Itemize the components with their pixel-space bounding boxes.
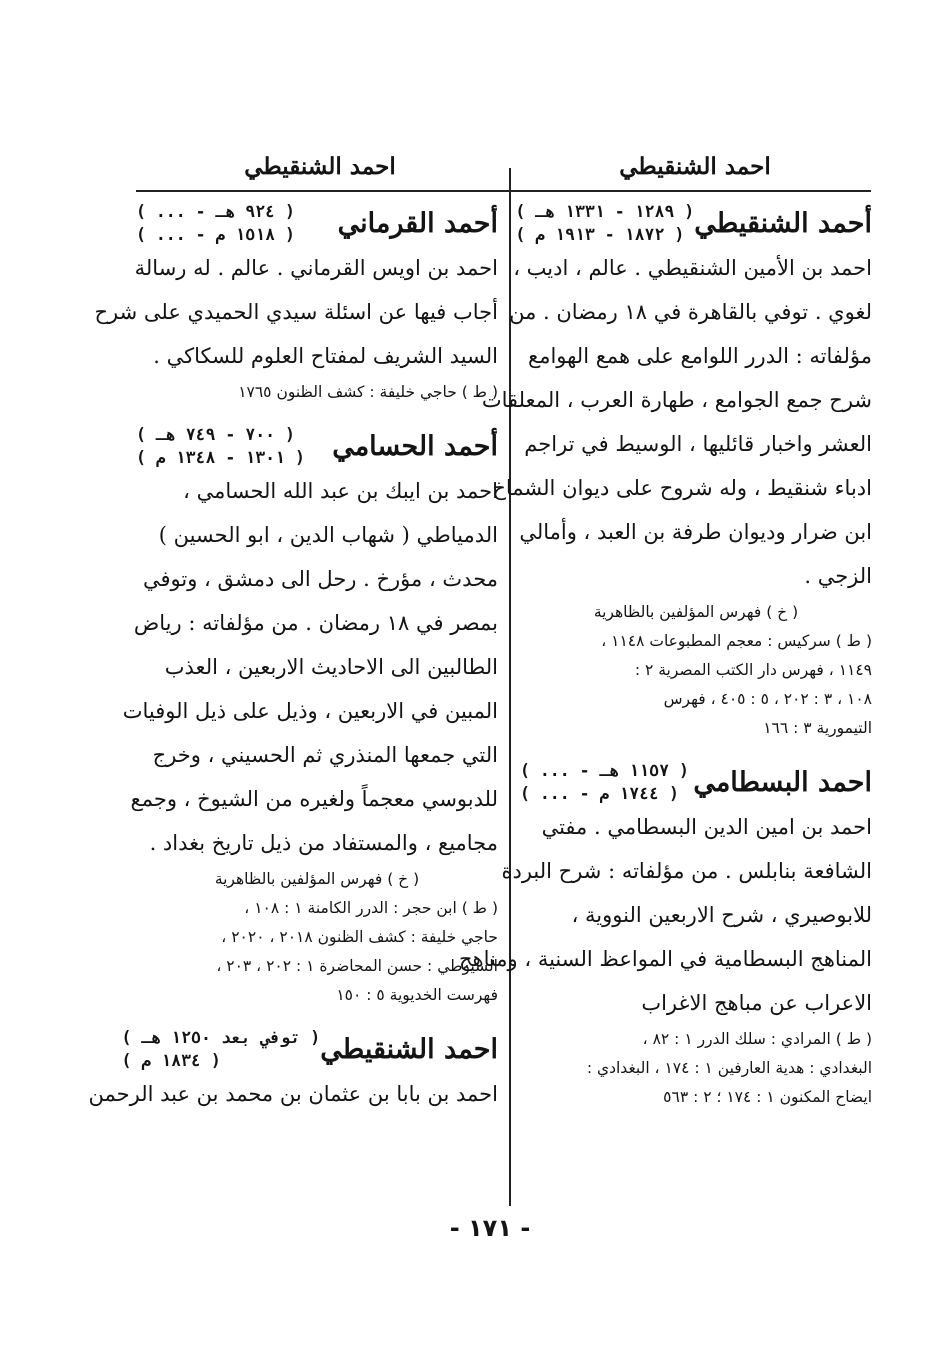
gregorian-date: ( ١٨٣٤ م ): [121, 1051, 221, 1070]
header-rule: [136, 190, 871, 192]
reference-line: ( ط ) حاجي خليفة : كشف الظنون ١٧٦٥: [238, 383, 498, 401]
entry-heading: [121, 1026, 498, 1072]
entry-name: احمد البسطامي: [693, 766, 872, 798]
entry-text-line: ابن ضرار وديوان طرفة بن العبد ، وأمالي: [519, 520, 872, 544]
biography-entry: [458, 759, 872, 1112]
entry-name: أحمد الشنقيطي: [694, 207, 872, 239]
entry-text-line: للدبوسي معجماً ولغيره من الشيوخ ، وجمع: [130, 787, 498, 811]
entry-text-line: المبين في الاربعين ، وذيل على ذيل الوفيات: [122, 699, 498, 723]
entry-dates: [121, 1026, 320, 1072]
entry-dates: [136, 423, 305, 469]
reference-line: ايضاح المكنون ١ : ١٧٤ ؛ ٢ : ٥٦٣: [663, 1088, 872, 1106]
biography-entry: [481, 200, 872, 743]
entry-name: أحمد القرماني: [337, 207, 498, 239]
entry-text-line: لغوي . توفي بالقاهرة في ١٨ رمضان . من: [509, 300, 872, 324]
entry-text-line: الاعراب عن مباهج الاغراب: [641, 991, 872, 1015]
page-number: - ١٧١ -: [449, 1214, 531, 1242]
hijri-date: ( توفي بعد ١٢٥٠ هـ ): [121, 1028, 321, 1047]
entry-text-line: الدمياطي ( شهاب الدين ، ابو الحسين ): [158, 523, 498, 547]
entry-text-line: المناهج البسطامية في المواعظ السنية ، ومناهج: [458, 947, 872, 971]
hijri-date: ( ... - ٩٢٤ هـ ): [136, 202, 295, 221]
entry-text-line: احمد بن بابا بن عثمان بن محمد بن عبد الرحمن: [88, 1082, 498, 1106]
biography-entry: [122, 423, 498, 1010]
reference-line: ١١٤٩ ، فهرس دار الكتب المصرية ٢ :: [634, 661, 872, 679]
entry-text-line: مؤلفاته : الدرر اللوامع على همع الهوامع: [528, 344, 872, 368]
entry-heading: [515, 200, 872, 246]
entry-text-line: احمد بن الأمين الشنقيطي . عالم ، اديب ،: [513, 256, 872, 280]
reference-line: ( ط ) المرادي : سلك الدرر ١ : ٨٢ ،: [642, 1030, 872, 1048]
gregorian-date: ( ١٨٧٢ - ١٩١٣ م ): [515, 225, 685, 244]
hijri-date: ( ... - ١١٥٧ هـ ): [520, 761, 689, 780]
reference-line: ( خ ) فهرس المؤلفين بالظاهرية: [593, 603, 799, 621]
entry-text-line: الزجي .: [804, 564, 872, 588]
hijri-date: ( ١٢٨٩ - ١٣٣١ هـ ): [515, 202, 695, 221]
hijri-date: ( ٧٠٠ - ٧٤٩ هـ ): [136, 425, 295, 444]
entry-text-line: مجاميع ، والمستفاد من ذيل تاريخ بغداد .: [149, 831, 498, 855]
reference-line: ( خ ) فهرس المؤلفين بالظاهرية: [214, 870, 420, 888]
entry-text-line: العشر واخبار قائليها ، الوسيط في تراجم: [524, 432, 872, 456]
reference-line: حاجي خليفة : كشف الظنون ٢٠١٨ ، ٢٠٢٠ ،: [221, 928, 498, 946]
biography-entry: [88, 1026, 498, 1116]
entry-text-line: السيد الشريف لمفتاح العلوم للسكاكي .: [153, 344, 498, 368]
entry-text-line: ادباء شنقيط ، وله شروح على ديوان الشماخ: [492, 476, 872, 500]
entry-name: احمد الشنقيطي: [320, 1033, 498, 1065]
entry-text-line: للابوصيري ، شرح الاربعين النووية ،: [571, 903, 872, 927]
reference-line: السيوطي : حسن المحاضرة ١ : ٢٠٢ ، ٢٠٣ ،: [216, 957, 498, 975]
entry-text-line: شرح جمع الجوامع ، طهارة العرب ، المعلقات: [481, 388, 872, 412]
entry-heading: [136, 200, 498, 246]
entry-dates: [515, 200, 694, 246]
entry-heading: [136, 423, 498, 469]
entry-text-line: احمد بن اويس القرماني . عالم . له رسالة: [134, 256, 498, 280]
gregorian-date: ( ... - ١٥١٨ م ): [136, 225, 295, 244]
entry-heading: [520, 759, 872, 805]
right-column: [458, 200, 872, 1128]
running-head-right: احمد الشنقيطي: [619, 153, 771, 180]
entry-dates: [136, 200, 295, 246]
left-column: [88, 200, 498, 1132]
running-head-left: احمد الشنقيطي: [244, 153, 396, 180]
entry-dates: [520, 759, 689, 805]
reference-line: فهرست الخديوية ٥ : ١٥٠: [336, 986, 498, 1004]
gregorian-date: ( ... - ١٧٤٤ م ): [520, 784, 679, 803]
entry-text-line: احمد بن امين الدين البسطامي . مفتي: [541, 815, 872, 839]
entry-text-line: الشافعة بنابلس . من مؤلفاته : شرح البردة: [501, 859, 872, 883]
entry-text-line: محدث ، مؤرخ . رحل الى دمشق ، وتوفي: [142, 567, 498, 591]
gregorian-date: ( ١٣٠١ - ١٣٤٨ م ): [136, 448, 305, 467]
entry-text-line: الطالبين الى الاحاديث الاربعين ، العذب: [164, 655, 498, 679]
biography-entry: [94, 200, 498, 407]
entry-text-line: التي جمعها المنذري ثم الحسيني ، وخرج: [152, 743, 498, 767]
entry-text-line: احمد بن ايبك بن عبد الله الحسامي ،: [183, 479, 498, 503]
reference-line: ( ط ) ابن حجر : الدرر الكامنة ١ : ١٠٨ ،: [244, 899, 498, 917]
reference-line: البغدادي : هدية العارفين ١ : ١٧٤ ، البغدادي :: [586, 1059, 872, 1077]
entry-name: أحمد الحسامي: [332, 430, 498, 462]
reference-line: ( ط ) سركيس : معجم المطبوعات ١١٤٨ ،: [601, 632, 872, 650]
reference-line: ١٠٨ ، ٣ : ٢٠٢ ، ٥ : ٤٠٥ ، فهرس: [663, 690, 872, 708]
entry-text-line: بمصر في ١٨ رمضان . من مؤلفاته : رياض: [133, 611, 498, 635]
entry-text-line: أجاب فيها عن اسئلة سيدي الحميدي على شرح: [94, 300, 498, 324]
reference-line: التيمورية ٣ : ١٦٦: [763, 719, 872, 737]
